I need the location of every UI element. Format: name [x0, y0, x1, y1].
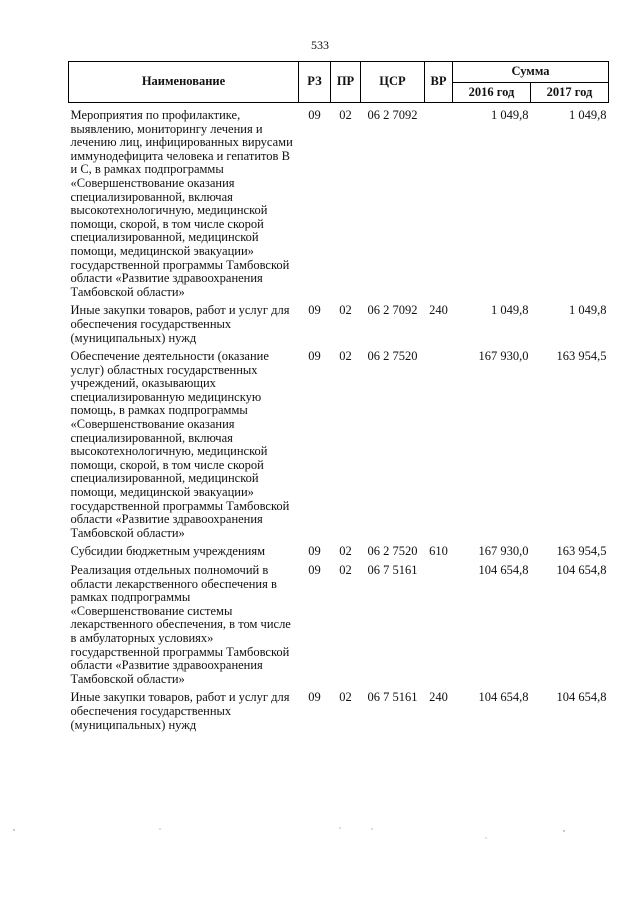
table-row [69, 540, 609, 559]
row-amount-2017: 163 954,5 [556, 544, 607, 559]
row-pr: 02 [339, 563, 352, 577]
row-vr [425, 345, 453, 540]
row-rz: 09 [308, 108, 321, 122]
table-row [69, 299, 609, 345]
row-name: Реализация отдельных полномочий в области лекарственного обеспечения в рамках подпрограммы «Совершенствование системы лекарственного обеспечения, в том числе в амбулаторных условиях» государственной программы Тамбовской области «Развитие здравоохранения Тамбовской области» [70, 563, 291, 686]
header-rz: РЗ [299, 62, 331, 103]
row-vr: 240 [429, 303, 448, 318]
header-vr: ВР [425, 62, 453, 103]
header-name: Наименование [69, 62, 299, 103]
row-rz: 09 [308, 349, 321, 364]
table-row [69, 686, 609, 732]
row-amount-2016: 1 049,8 [491, 303, 529, 318]
row-name: Иные закупки товаров, работ и услуг для обеспечения государственных (муниципальных) нужд [70, 303, 290, 345]
row-vr [425, 559, 453, 686]
row-rz: 09 [308, 544, 321, 559]
table-header [69, 62, 609, 103]
row-csr: 06 7 5161 [367, 563, 418, 577]
row-amount-2017: 1 049,8 [569, 303, 607, 318]
row-amount-2016: 104 654,8 [478, 690, 529, 705]
scan-speckles [0, 826, 640, 846]
row-csr: 06 2 7092 [367, 108, 418, 122]
budget-table [68, 61, 609, 732]
row-amount-2017: 1 049,8 [569, 108, 607, 122]
row-vr: 610 [429, 544, 448, 559]
row-csr: 06 7 5161 [367, 690, 418, 705]
table-row [69, 559, 609, 686]
row-pr: 02 [339, 349, 352, 364]
row-pr: 02 [339, 303, 352, 318]
row-vr [425, 103, 453, 300]
row-name: Мероприятия по профилактике, выявлению, мониторингу лечения и лечению лиц, инфицированных вирусами иммунодефицита человека и гепатитов В и С, в рамках подпрограммы «Совершенствование оказания специализированной, включая высокотехнологичную, медицинской помощи, скорой, в том числе скорой специализированной, медицинской помощи, медицинской эвакуации» государственной программы Тамбовской области «Развитие здравоохранения Тамбовской области» [70, 108, 293, 299]
row-pr: 02 [339, 544, 352, 559]
page-number: 533 [311, 38, 329, 52]
row-amount-2017: 104 654,8 [556, 563, 607, 577]
row-rz: 09 [308, 303, 321, 318]
header-year-2017: 2017 год [531, 83, 609, 103]
row-pr: 02 [339, 108, 352, 122]
row-amount-2016: 1 049,8 [491, 108, 529, 122]
table-row [69, 103, 609, 300]
row-vr: 240 [429, 690, 448, 705]
table-row [69, 345, 609, 540]
row-name: Иные закупки товаров, работ и услуг для обеспечения государственных (муниципальных) нужд [70, 690, 290, 732]
row-name: Субсидии бюджетным учреждениям [70, 544, 266, 559]
header-year-2016: 2016 год [453, 83, 531, 103]
header-sum: Сумма [453, 62, 609, 83]
row-csr: 06 2 7520 [367, 349, 418, 364]
row-amount-2017: 104 654,8 [556, 690, 607, 705]
header-pr: ПР [331, 62, 361, 103]
row-rz: 09 [308, 563, 321, 577]
row-rz: 09 [308, 690, 321, 705]
row-csr: 06 2 7520 [367, 544, 418, 559]
row-amount-2016: 167 930,0 [478, 544, 529, 559]
row-amount-2016: 104 654,8 [478, 563, 529, 577]
row-pr: 02 [339, 690, 352, 705]
table-body [69, 103, 609, 733]
row-amount-2017: 163 954,5 [556, 349, 607, 364]
row-amount-2016: 167 930,0 [478, 349, 529, 364]
header-csr: ЦСР [361, 62, 425, 103]
row-name: Обеспечение деятельности (оказание услуг) областных государственных учреждений, оказывающих специализированную медицинскую помощь, в рамках подпрограммы «Совершенствование оказания специализированной, включая высокотехнологичную, медицинской помощи, скорой, в том числе скорой специализированной, медицинской помощи, медицинской эвакуации» государственной программы Тамбовской области «Развитие здравоохранения Тамбовской области» [70, 349, 290, 540]
row-csr: 06 2 7092 [367, 303, 418, 318]
